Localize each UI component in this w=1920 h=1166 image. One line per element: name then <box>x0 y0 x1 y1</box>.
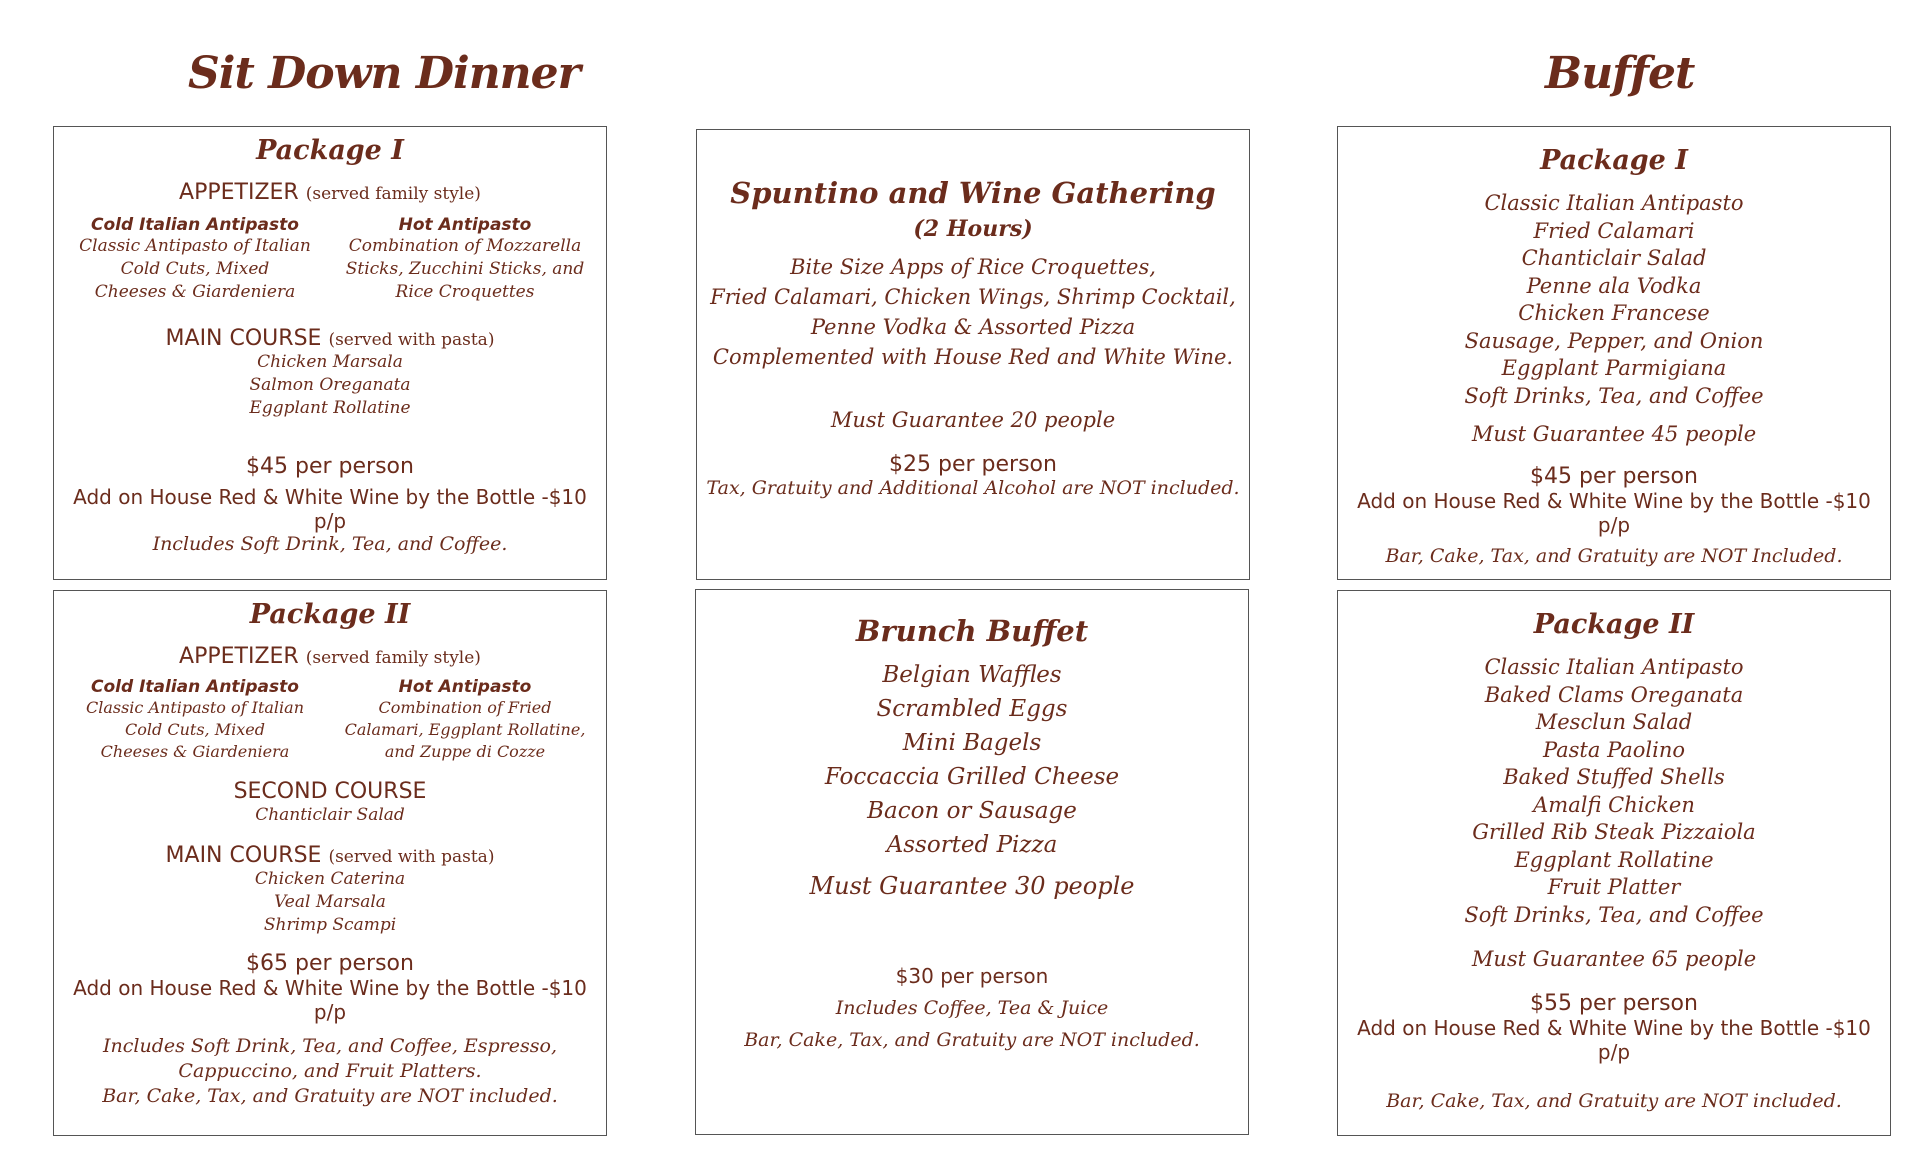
buffet-items <box>1338 654 1890 929</box>
main-item: Chicken Marsala <box>257 352 403 372</box>
cold-antipasto-line: Cheeses & Giardeniera <box>94 282 296 302</box>
spuntino-description <box>697 252 1249 372</box>
main-course-label: MAIN COURSE <box>165 843 322 868</box>
hot-antipasto-line: Combination of Fried <box>378 698 552 717</box>
appetizer-heading <box>54 180 606 205</box>
appetizer-label: APPETIZER <box>179 644 299 669</box>
hot-antipasto-line: Sticks, Zucchini Sticks, and <box>345 259 585 279</box>
spuntino-wine-gathering <box>696 129 1250 580</box>
price: $45 per person <box>246 454 414 479</box>
buffet-item: Classic Italian Antipasto <box>1484 191 1744 215</box>
appetizer-heading <box>54 644 606 669</box>
appetizer-note: (served family style) <box>305 184 481 204</box>
notes-line: Cappuccino, and Fruit Platters. <box>178 1060 482 1082</box>
spuntino-title: Spuntino and Wine Gathering <box>730 176 1216 210</box>
buffet-item: Mesclun Salad <box>1535 710 1693 734</box>
buffet-item: Soft Drinks, Tea, and Coffee <box>1464 902 1764 927</box>
brunch-item: Bacon or Sausage <box>867 798 1077 824</box>
cold-antipasto-line: Classic Antipasto of Italian <box>85 698 305 717</box>
notes-line: Includes Soft Drink, Tea, and Coffee, Espresso, <box>103 1035 557 1057</box>
spuntino-subtitle: (2 Hours) <box>913 216 1033 242</box>
brunch-item: Belgian Waffles <box>882 662 1062 688</box>
notes-line: Bar, Cake, Tax, and Gratuity are NOT included. <box>102 1085 558 1107</box>
hot-antipasto <box>330 677 600 763</box>
package-title: Package II <box>249 599 411 630</box>
second-course-item: Chanticlair Salad <box>255 805 405 825</box>
package-title: Package II <box>1533 609 1695 640</box>
description-line: Complemented with House Red and White Wine. <box>712 345 1234 369</box>
wine-addon: Add on House Red & White Wine by the Bottle -$10 p/p <box>1357 489 1871 537</box>
buffet-item: Penne ala Vodka <box>1526 273 1702 298</box>
buffet-item: Amalfi Chicken <box>1533 792 1695 817</box>
appetizer-label: APPETIZER <box>179 180 299 205</box>
buffet-item: Baked Clams Oreganata <box>1484 682 1744 707</box>
brunch-title: Brunch Buffet <box>855 614 1089 648</box>
buffet-items <box>1338 190 1890 410</box>
brunch-item: Scrambled Eggs <box>876 696 1068 722</box>
cold-antipasto-line: Classic Antipasto of Italian <box>79 236 311 256</box>
main-course-heading <box>54 326 606 351</box>
main-item: Eggplant Rollatine <box>249 398 411 418</box>
guarantee: Must Guarantee 45 people <box>1471 422 1757 446</box>
brunch-item: Mini Bagels <box>902 730 1042 756</box>
cold-antipasto-title: Cold Italian Antipasto <box>91 677 299 697</box>
brunch-item: Assorted Pizza <box>886 832 1058 858</box>
buffet-item: Chicken Francese <box>1518 301 1710 325</box>
price: $55 per person <box>1530 991 1698 1016</box>
main-course-label: MAIN COURSE <box>165 326 322 351</box>
price: $45 per person <box>1530 464 1698 489</box>
appetizer-columns <box>54 677 606 763</box>
buffet-note: Bar, Cake, Tax, and Gratuity are NOT included. <box>1386 1090 1842 1112</box>
hot-antipasto-line: Calamari, Eggplant Rollatine, <box>344 720 586 739</box>
brunch-item: Foccaccia Grilled Cheese <box>824 764 1120 790</box>
wine-addon: Add on House Red & White Wine by the Bottle -$10 p/p <box>1357 1016 1871 1064</box>
includes-note: Includes Soft Drink, Tea, and Coffee. <box>152 533 508 555</box>
buffet-item: Soft Drinks, Tea, and Coffee <box>1464 383 1764 408</box>
buffet-item: Fried Calamari <box>1533 218 1695 243</box>
buffet-package-2 <box>1337 590 1891 1136</box>
appetizer-note: (served family style) <box>305 648 481 668</box>
main-course-note: (served with pasta) <box>328 847 495 867</box>
guarantee: Must Guarantee 65 people <box>1471 947 1757 971</box>
appetizer-columns <box>54 215 606 304</box>
main-item: Shrimp Scampi <box>263 915 397 935</box>
main-item: Veal Marsala <box>274 892 386 912</box>
hot-antipasto-title: Hot Antipasto <box>398 215 532 235</box>
wine-addon: Add on House Red & White Wine by the Bottle -$10 p/p <box>73 976 587 1024</box>
package-title: Package I <box>1540 145 1688 176</box>
cold-antipasto-line: Cheeses & Giardeniera <box>100 742 290 761</box>
brunch-buffet <box>695 589 1249 1135</box>
hot-antipasto <box>330 215 600 304</box>
hot-antipasto-title: Hot Antipasto <box>398 677 532 697</box>
cold-antipasto <box>60 215 330 304</box>
buffet-item: Pasta Paolino <box>1542 737 1686 762</box>
cold-antipasto-title: Cold Italian Antipasto <box>91 215 299 235</box>
brunch-items <box>696 658 1248 862</box>
guarantee: Must Guarantee 30 people <box>809 872 1135 900</box>
price: $30 per person <box>895 964 1049 988</box>
guarantee: Must Guarantee 20 people <box>830 408 1116 432</box>
description-line: Bite Size Apps of Rice Croquettes, <box>790 255 1156 279</box>
buffet-note: Bar, Cake, Tax, and Gratuity are NOT Included. <box>1385 545 1843 567</box>
buffet-item: Chanticlair Salad <box>1521 246 1707 270</box>
sit-down-package-1 <box>53 126 607 580</box>
cold-antipasto-line: Cold Cuts, Mixed <box>125 720 265 739</box>
package-title: Package I <box>256 135 404 166</box>
main-item: Chicken Caterina <box>254 869 406 889</box>
price: $25 per person <box>889 452 1057 477</box>
spuntino-note: Tax, Gratuity and Additional Alcohol are NOT included. <box>706 477 1240 499</box>
hot-antipasto-line: Combination of Mozzarella <box>348 236 582 256</box>
buffet-item: Eggplant Parmigiana <box>1501 356 1727 380</box>
price: $65 per person <box>246 951 414 976</box>
buffet-item: Eggplant Rollatine <box>1514 847 1714 872</box>
buffet-item: Sausage, Pepper, and Onion <box>1464 328 1764 353</box>
main-item: Salmon Oreganata <box>249 375 411 395</box>
buffet-heading: Buffet <box>1545 48 1695 99</box>
main-course-heading <box>54 843 606 868</box>
buffet-package-1 <box>1337 126 1891 580</box>
brunch-note: Bar, Cake, Tax, and Gratuity are NOT included. <box>744 1029 1200 1051</box>
wine-addon: Add on House Red & White Wine by the Bottle -$10 p/p <box>73 485 587 533</box>
hot-antipasto-line: Rice Croquettes <box>395 282 535 302</box>
second-course-heading: SECOND COURSE <box>233 779 427 804</box>
description-line: Fried Calamari, Chicken Wings, Shrimp Cocktail, <box>710 285 1236 309</box>
buffet-item: Grilled Rib Steak Pizzaiola <box>1472 820 1756 844</box>
cold-antipasto-line: Cold Cuts, Mixed <box>120 259 270 279</box>
sit-down-package-2 <box>53 590 607 1136</box>
buffet-item: Baked Stuffed Shells <box>1503 765 1725 789</box>
cold-antipasto <box>60 677 330 763</box>
hot-antipasto-line: and Zuppe di Cozze <box>384 742 546 761</box>
buffet-item: Classic Italian Antipasto <box>1484 655 1744 679</box>
brunch-includes: Includes Coffee, Tea & Juice <box>835 997 1109 1019</box>
sit-down-dinner-heading: Sit Down Dinner <box>188 48 580 99</box>
description-line: Penne Vodka & Assorted Pizza <box>810 315 1136 339</box>
buffet-item: Fruit Platter <box>1547 875 1681 899</box>
main-course-note: (served with pasta) <box>328 330 495 350</box>
